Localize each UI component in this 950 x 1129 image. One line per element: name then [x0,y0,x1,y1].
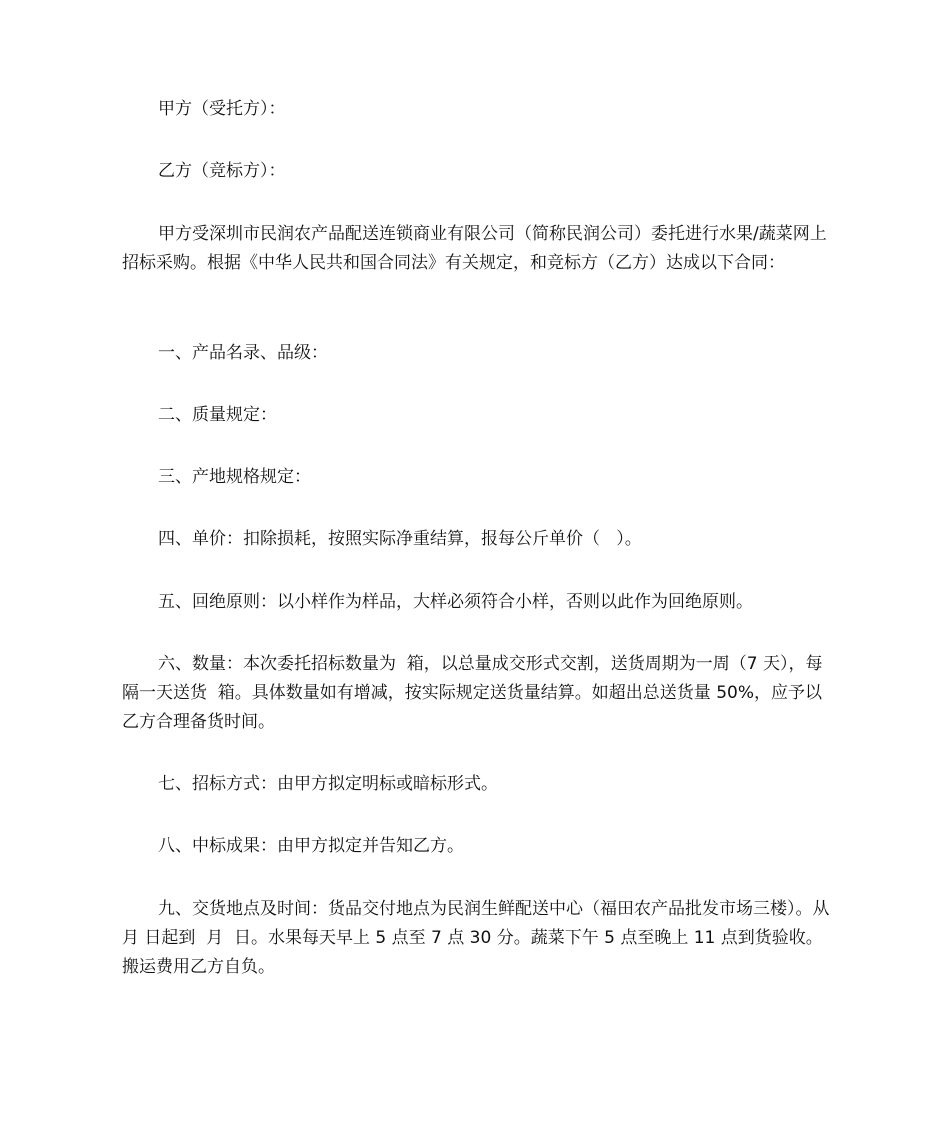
clause-1-product-list: 一、产品名录、品级： [158,343,328,363]
clause-3-origin-spec: 三、产地规格规定： [158,467,311,487]
clause-4-unit-price: 四、单价：扣除损耗，按照实际净重结算，报每公斤单价（ ）。 [158,529,642,549]
clause-6-quantity: 六、数量：本次委托招标数量为 箱，以总量成交形式交割，送货周期为一周（7 天），每隔一天送货 箱。具体数量如有增减，按实际规定送货量结算。如超出总送货量 50%，应予以乙方合理备货时间。 [122,654,823,732]
clause-9-delivery: 九、交货地点及时间：货品交付地点为民润生鲜配送中心（福田农产品批发市场三楼）。从 月 日起到 月 日。水果每天早上 5 点至 7 点 30 分。蔬菜下午 5 点至晚上 11 点到货验收。搬运费用乙方自负。 [122,899,835,977]
clause-7-bidding-method: 七、招标方式：由甲方拟定明标或暗标形式。 [158,774,498,794]
party-a-line: 甲方（受托方）： [158,99,286,119]
contract-intro-paragraph: 甲方受深圳市民润农产品配送连锁商业有限公司（简称民润公司）委托进行水果/蔬菜网上招标采购。根据《中华人民共和国合同法》有关规定，和竞标方（乙方）达成以下合同： [122,224,827,273]
clause-8-bid-result: 八、中标成果：由甲方拟定并告知乙方。 [158,836,464,856]
party-b-line: 乙方（竞标方）： [158,161,286,181]
clause-5-rejection-principle: 五、回绝原则：以小样作为样品，大样必须符合小样，否则以此作为回绝原则。 [158,592,753,612]
clause-2-quality: 二、质量规定： [158,405,277,425]
